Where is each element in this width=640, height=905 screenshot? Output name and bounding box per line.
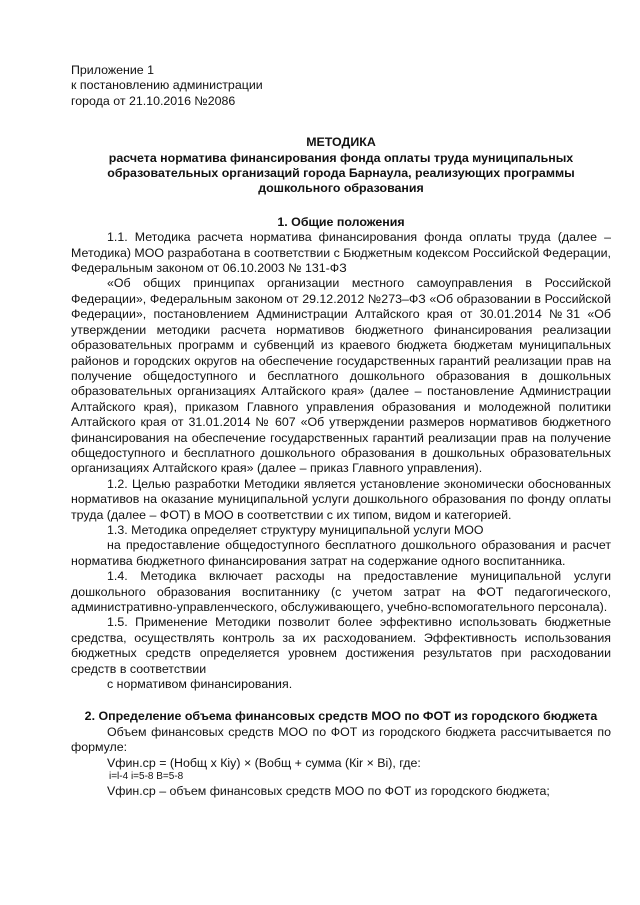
formula: Vфин.ср = (Нобщ x Кiy) × (Вобщ + сумма (Кir × Вi), где:	[107, 755, 421, 770]
paragraph: 1.5. Применение Методики позволит более эффективно использовать бюджетные средства, осуществлять контроль за их расходованием. Эффективность использования бюджетных средств определяется уровнем достижения результатов при расходовании средств в соответствии	[71, 615, 611, 676]
paragraph: 1.2. Целью разработки Методики является установление экономически обоснованных нормативов на оказание муниципальной услуги дошкольного образования по фонду оплаты труда (далее – ФОТ) в МОО в соответствии с их типом, видом и категорией.	[71, 476, 611, 522]
paragraph: «Об общих принципах организации местного самоуправления в Российской Федерации», Федеральным законом от 29.12.2012 №273–ФЗ «Об образовании в Российской Федерации», постановлением Администрации Алтайского края от 30.01.2014 №31 «Об утверждении методики расчета нормативов бюджетного финансирования реализации образовательных программ и субвенций из краевого бюджета бюджетам муниципальных районов и городских округов на обеспечение государственных гарантий реализации прав на получение общедоступного и бесплатного дошкольного образования в дошкольных образовательных организациях Алтайского края» (далее – постановление Администрации Алтайского края), приказом Главного управления образования и молодежной политики Алтайского края от 31.01.2014 № 607 «Об утверждении размеров нормативов бюджетного финансирования на обеспечение государственных гарантий реализации прав на получение общедоступного и бесплатного дошкольного образования в дошкольных образовательных организациях Алтайского края» (далее – приказ Главного управления).	[71, 276, 611, 476]
document-title	[71, 135, 611, 197]
definition: Vфин.ср – объем финансовых средств МОО по ФОТ из городского бюджета;	[107, 784, 550, 799]
appendix-line: Приложение 1	[71, 63, 155, 77]
appendix-block	[71, 63, 611, 109]
paragraph: 1.4. Методика включает расходы на предоставление муниципальной услуги дошкольного образования воспитаннику (с учетом затрат на ФОТ педагогического, административно-управленческого, обслуживающего, учебно-вспомогательного персонала).	[71, 569, 611, 614]
paragraph: 1.3. Методика определяет структуру муниципальной услуги МОО	[107, 522, 484, 537]
appendix-line: города от 21.10.2016 №2086	[71, 93, 236, 108]
title-subtitle: расчета норматива финансирования фонда оплаты труда муниципальных образовательных организаций города Барнаула, реализующих программы дошкольного образования	[107, 150, 575, 196]
document-page	[71, 63, 611, 799]
paragraph: 1.1. Методика расчета норматива финансирования фонда оплаты труда (далее – Методика) МОО разработана в соответствии с Бюджетным кодексом Российской Федерации, Федеральным законом от 06.10.2003 № 131-ФЗ	[71, 230, 612, 276]
paragraph: на предоставление общедоступного бесплатного дошкольного образования и расчет норматива бюджетного финансирования затрат на содержание одного воспитанника.	[71, 538, 611, 568]
paragraph: с нормативом финансирования.	[107, 677, 293, 692]
section-1-heading: 1. Общие положения	[277, 214, 405, 229]
formula-indices: i=l-4 i=5-8 В=5-8	[109, 771, 184, 783]
appendix-line: к постановлению администрации	[71, 78, 263, 93]
title-heading: МЕТОДИКА	[306, 135, 376, 150]
section-2-heading: 2. Определение объема финансовых средств МОО по ФОТ из городского бюджета	[84, 709, 598, 724]
paragraph: Объем финансовых средств МОО по ФОТ из городского бюджета рассчитывается по формуле:	[71, 724, 611, 755]
